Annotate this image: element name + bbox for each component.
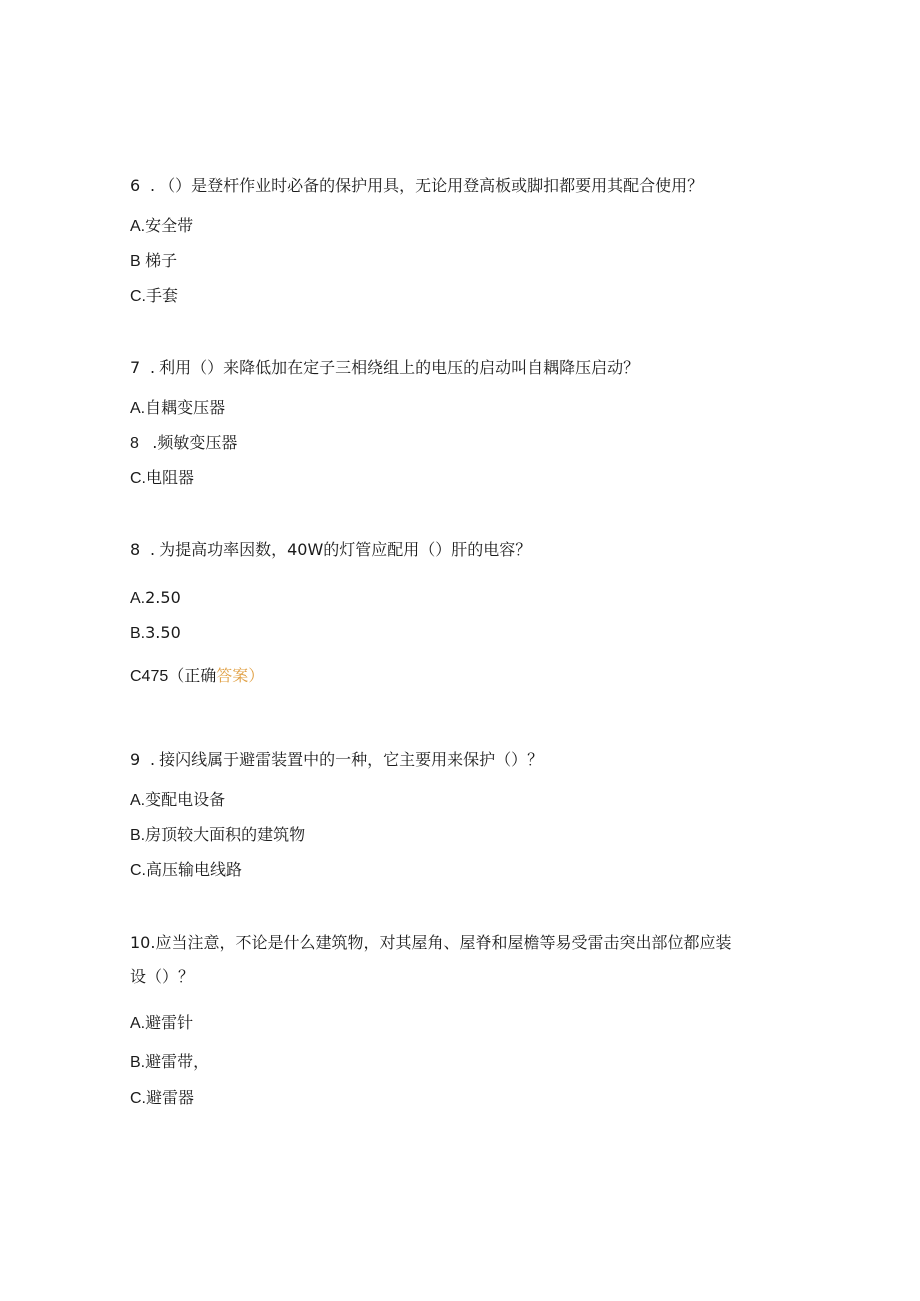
option-prefix: C. [130,288,146,305]
option-6a [130,216,193,237]
option-text: 2.50 [145,588,181,607]
option-prefix: C. [130,470,146,487]
option-9a [130,790,225,811]
option-prefix: B. [130,1054,146,1071]
option-10b [130,1052,209,1073]
option-6c [130,286,178,307]
option-text: 自耦变压器 [145,398,226,417]
option-prefix: B [130,253,146,270]
question-number: 6 [130,176,141,195]
question-text: 为提高功率因数，40W的灯管应配用（）肝的电容？ [159,540,532,559]
option-text: 房顶较大面积的建筑物 [145,825,306,844]
option-text: 安全带 [145,216,194,235]
option-text: 梯子 [145,251,178,270]
question-number: 10. [130,933,156,952]
option-text: 避雷针 [145,1013,194,1032]
option-text: 3.50 [145,623,181,642]
question-dot: . [150,176,156,195]
question-text: 应当注意，不论是什么建筑物，对其屋角、屋脊和屋檐等易受雷击突出部位都应装 [155,933,732,952]
option-prefix: A. [130,400,146,417]
question-number: 9 [130,750,141,769]
question-text: 接闪线属于避雷装置中的一种，它主要用来保护（）？ [159,750,544,769]
option-prefix: C. [130,1090,146,1107]
option-7c [130,468,194,489]
question-8 [130,540,531,560]
option-prefix: C. [130,862,146,879]
option-text: 避雷带， [145,1052,210,1071]
question-10-continuation [130,967,194,987]
option-prefix: 8 [130,435,153,452]
option-prefix: A. [130,590,146,607]
question-number: 7 [130,358,141,377]
option-7b [130,433,237,454]
question-text: 利用（）来降低加在定子三相绕组上的电压的启动叫自耦降压启动？ [159,358,640,377]
option-prefix: A. [130,218,146,235]
question-6 [130,176,703,196]
option-text: 电阻器 [146,468,195,487]
option-text: 变配电设备 [145,790,226,809]
option-8a [130,588,181,609]
option-6b [130,251,177,272]
question-dot: . [150,540,156,559]
question-number: 8 [130,540,141,559]
option-text: 高压输电线路 [146,860,243,879]
question-7 [130,358,639,378]
option-10a [130,1013,193,1034]
option-text: 手套 [146,286,179,305]
answer-label: （正确 [168,666,217,685]
option-8c [130,666,264,687]
option-9c [130,860,242,881]
question-dot: . [150,358,156,377]
option-prefix: B. [130,827,146,844]
option-prefix: A. [130,1015,146,1032]
question-10 [130,933,731,953]
option-9b [130,825,305,846]
option-7a [130,398,225,419]
option-prefix: A. [130,792,146,809]
option-prefix: B. [130,625,146,642]
answer-highlight: 答案） [216,666,265,685]
question-text: （）是登杆作业时必备的保护用具，无论用登高板或脚扣都要用其配合使用？ [159,176,704,195]
option-8b [130,623,181,644]
option-text: .频敏变压器 [152,433,238,452]
option-text: 避雷器 [146,1088,195,1107]
option-10c [130,1088,194,1109]
question-9 [130,750,543,770]
question-dot: . [150,750,156,769]
question-text-continued: 设（）？ [130,967,195,986]
option-prefix: C475 [130,668,169,685]
